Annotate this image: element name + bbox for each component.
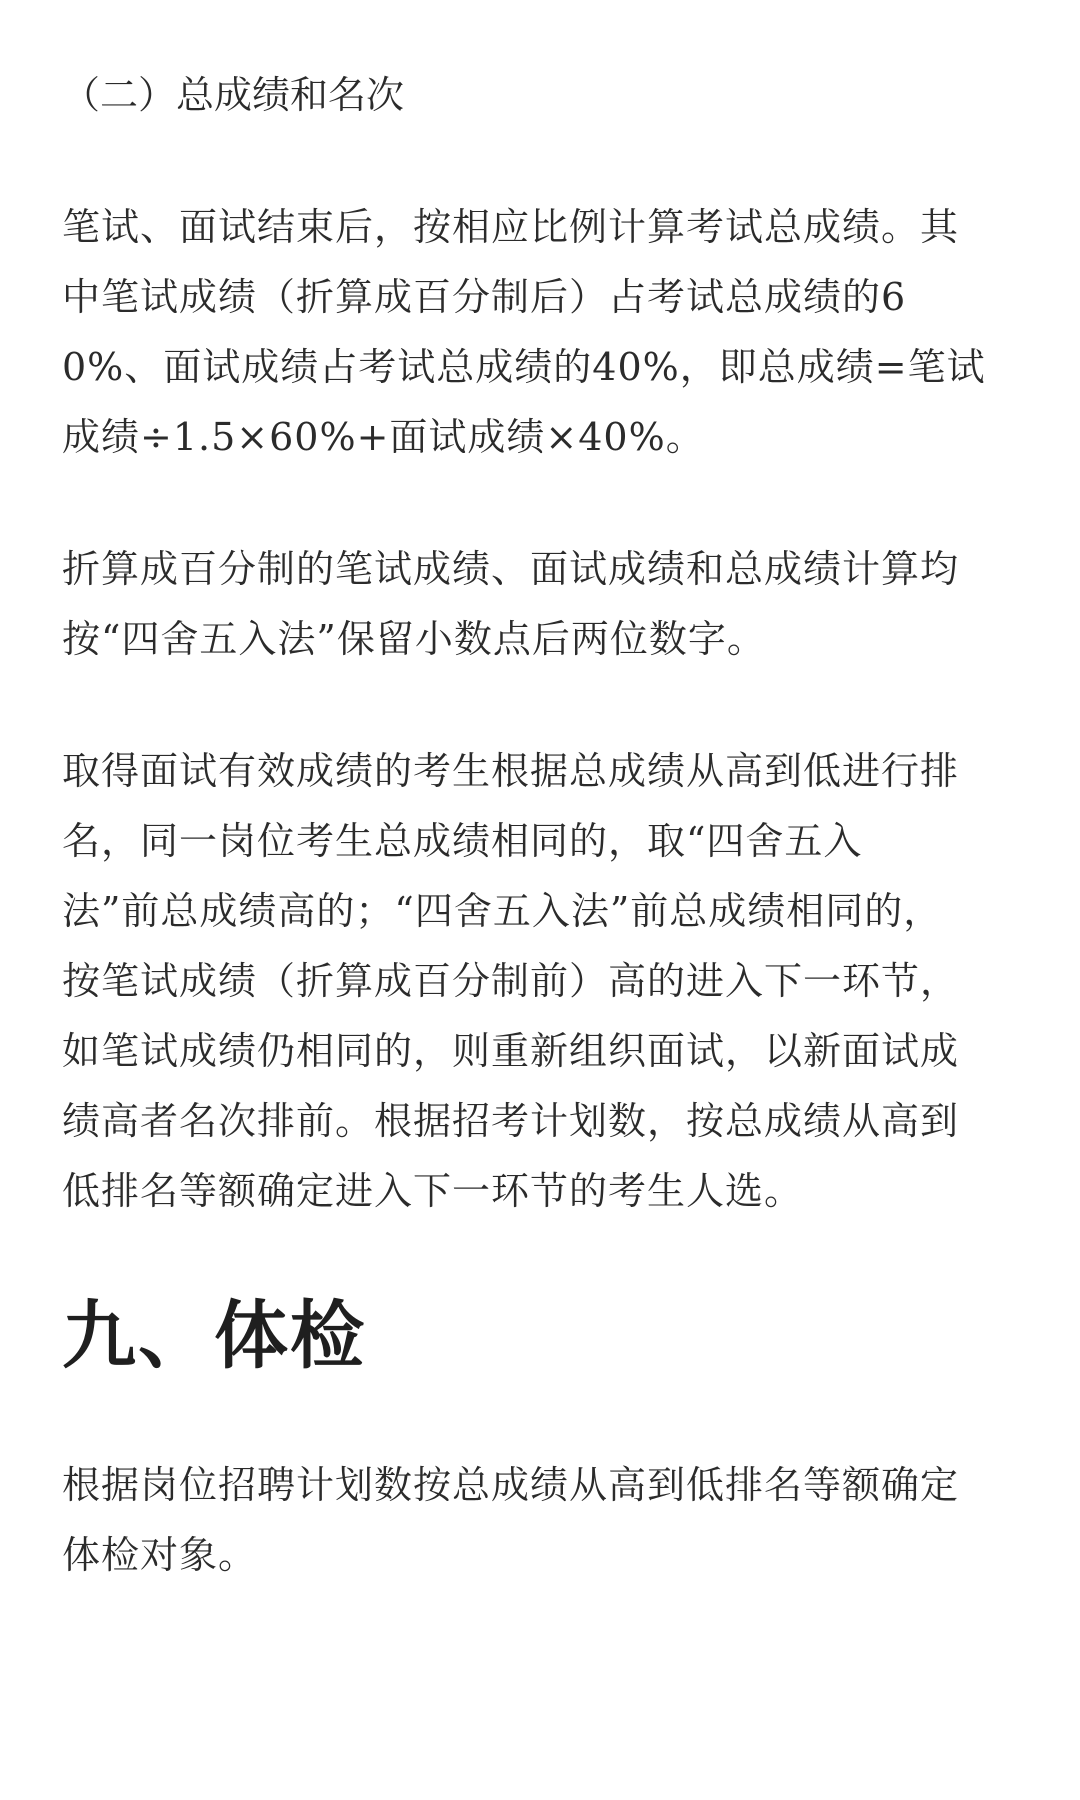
section-heading-physical-exam: 九、体检 [62, 1293, 366, 1379]
article-body [62, 60, 1018, 1652]
paragraph-line: 低排名等额确定进入下一环节的考生人选。 [62, 1169, 804, 1213]
paragraph-line: 中笔试成绩（折算成百分制后）占考试总成绩的6 [62, 275, 907, 319]
paragraph-line: 成绩÷1.5×60%+面试成绩×40%。 [62, 415, 705, 459]
subheading-total-score-ranking: （二）总成绩和名次 [62, 73, 405, 117]
paragraph-line: 按笔试成绩（折算成百分制前）高的进入下一环节， [62, 959, 960, 1003]
paragraph-physical-exam [62, 1450, 1018, 1590]
paragraph-line: 名，同一岗位考生总成绩相同的，取“四舍五入 [62, 819, 863, 863]
paragraph-line: 法”前总成绩高的；“四舍五入法”前总成绩相同的， [62, 889, 943, 933]
paragraph-ranking-rule [62, 736, 1018, 1226]
paragraph-line: 笔试、面试结束后，按相应比例计算考试总成绩。其 [62, 205, 960, 249]
paragraph-line: 体检对象。 [62, 1533, 258, 1577]
paragraph-line: 取得面试有效成绩的考生根据总成绩从高到低进行排 [62, 749, 960, 793]
paragraph-line: 如笔试成绩仍相同的，则重新组织面试，以新面试成 [62, 1029, 960, 1073]
paragraph-line: 绩高者名次排前。根据招考计划数，按总成绩从高到 [62, 1099, 960, 1143]
paragraph-line: 折算成百分制的笔试成绩、面试成绩和总成绩计算均 [62, 547, 960, 591]
paragraph-rounding-rule [62, 534, 1018, 674]
paragraph-line: 0%、面试成绩占考试总成绩的40%，即总成绩=笔试 [62, 345, 986, 389]
paragraph-score-calculation [62, 192, 1018, 472]
paragraph-line: 根据岗位招聘计划数按总成绩从高到低排名等额确定 [62, 1463, 960, 1507]
paragraph-line: 按“四舍五入法”保留小数点后两位数字。 [62, 617, 766, 661]
